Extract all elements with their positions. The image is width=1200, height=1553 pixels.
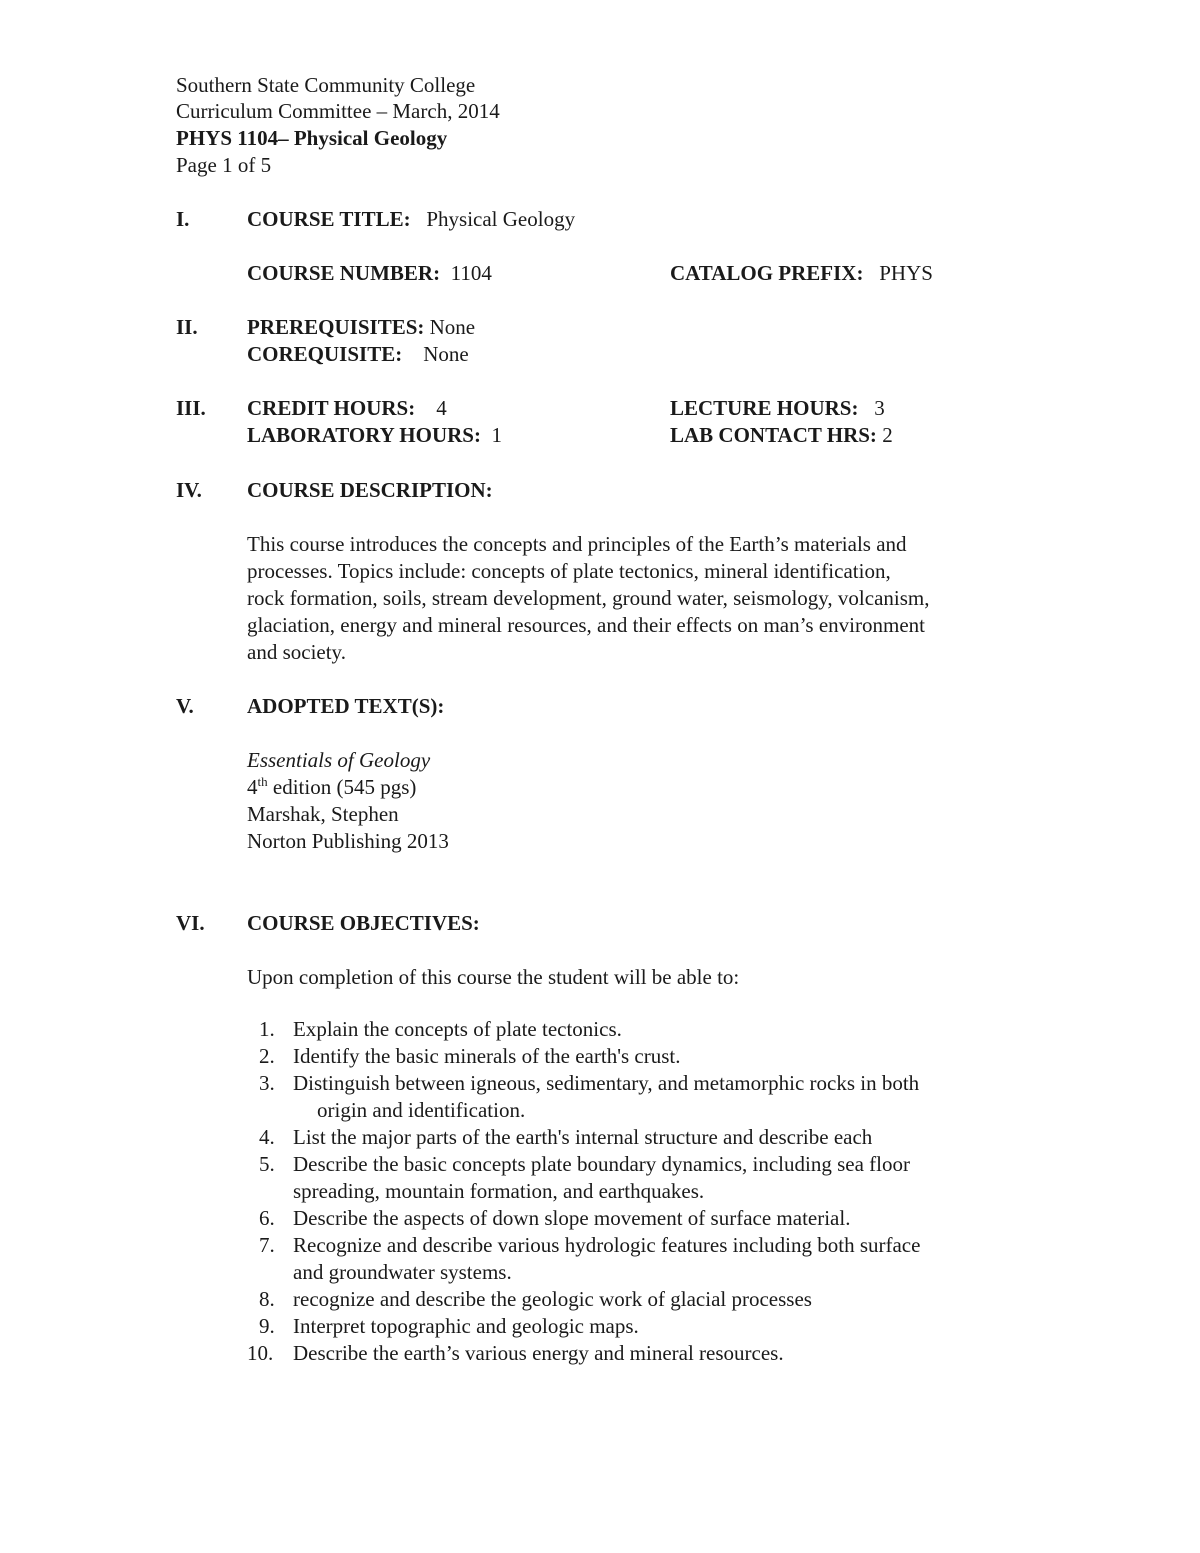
- edition-number: 4: [247, 775, 258, 799]
- lecture-hours-label: LECTURE HOURS:: [670, 396, 859, 420]
- objective-text: Recognize and describe various hydrologic features including both surface: [293, 1233, 921, 1257]
- list-item: [247, 1070, 1037, 1124]
- objectives-list: [247, 1016, 1037, 1367]
- objective-number: 7.: [259, 1233, 275, 1257]
- list-item: [247, 1151, 1037, 1205]
- corequisite-value: None: [423, 342, 469, 366]
- objective-text: List the major parts of the earth's internal structure and describe each: [293, 1125, 873, 1149]
- objective-number: 3.: [259, 1071, 275, 1095]
- textbook-edition: [247, 774, 416, 801]
- section-numeral-4: IV.: [176, 478, 202, 502]
- committee-line: Curriculum Committee – March, 2014: [176, 99, 500, 123]
- credit-hours-row: [247, 395, 447, 422]
- objective-number: 10.: [247, 1341, 274, 1365]
- objective-text: Explain the concepts of plate tectonics.: [293, 1017, 622, 1041]
- objective-text-continued: spreading, mountain formation, and earthquakes.: [293, 1179, 705, 1203]
- objectives-intro: Upon completion of this course the student will be able to:: [247, 965, 740, 989]
- objective-text: Describe the aspects of down slope movement of surface material.: [293, 1206, 851, 1230]
- description-line: This course introduces the concepts and principles of the Earth’s materials and: [247, 532, 907, 556]
- objective-text: recognize and describe the geologic work of glacial processes: [293, 1287, 812, 1311]
- course-description-text: [247, 531, 1017, 666]
- lab-contact-label: LAB CONTACT HRS:: [670, 423, 877, 447]
- lab-contact-value: 2: [882, 423, 893, 447]
- college-name: Southern State Community College: [176, 73, 476, 97]
- course-number-value: 1104: [450, 261, 492, 285]
- course-number-label: COURSE NUMBER:: [247, 261, 441, 285]
- section-numeral-6: VI.: [176, 911, 205, 935]
- course-title-label: COURSE TITLE:: [247, 207, 411, 231]
- course-description-heading: COURSE DESCRIPTION:: [247, 478, 493, 502]
- description-line: rock formation, soils, stream development, ground water, seismology, volcanism,: [247, 586, 930, 610]
- textbook-author: Marshak, Stephen: [247, 802, 399, 826]
- objective-number: 2.: [259, 1044, 275, 1068]
- objective-text: Identify the basic minerals of the earth's crust.: [293, 1044, 681, 1068]
- course-title-row: [247, 206, 575, 233]
- objective-number: 9.: [259, 1314, 275, 1338]
- prerequisites-label: PREREQUISITES:: [247, 315, 425, 339]
- laboratory-hours-row: [247, 422, 502, 449]
- list-item: [247, 1286, 1037, 1313]
- description-line: and society.: [247, 640, 346, 664]
- catalog-prefix-value: PHYS: [879, 261, 933, 285]
- catalog-prefix-label: CATALOG PREFIX:: [670, 261, 864, 285]
- section-numeral-3: III.: [176, 396, 206, 420]
- adopted-texts-heading: ADOPTED TEXT(S):: [247, 694, 445, 718]
- objective-text: Describe the basic concepts plate boundary dynamics, including sea floor: [293, 1152, 910, 1176]
- course-code-title: PHYS 1104– Physical Geology: [176, 126, 448, 150]
- catalog-prefix-row: [670, 260, 933, 287]
- list-item: [247, 1124, 1037, 1151]
- page-indicator: Page 1 of 5: [176, 153, 272, 177]
- objective-number: 5.: [259, 1152, 275, 1176]
- prerequisites-value: None: [429, 315, 476, 339]
- objective-number: 1.: [259, 1017, 275, 1041]
- objective-number: 4.: [259, 1125, 275, 1149]
- laboratory-hours-value: 1: [491, 423, 502, 447]
- list-item: [247, 1205, 1037, 1232]
- description-line: glaciation, energy and mineral resources, and their effects on man’s environment: [247, 613, 925, 637]
- course-objectives-heading: COURSE OBJECTIVES:: [247, 911, 480, 935]
- objective-text: Describe the earth’s various energy and mineral resources.: [293, 1341, 784, 1365]
- section-numeral-1: I.: [176, 207, 190, 231]
- credit-hours-label: CREDIT HOURS:: [247, 396, 416, 420]
- objective-text: Distinguish between igneous, sedimentary, and metamorphic rocks in both: [293, 1071, 920, 1095]
- objective-text-continued: and groundwater systems.: [293, 1260, 512, 1284]
- description-line: processes. Topics include: concepts of plate tectonics, mineral identification,: [247, 559, 891, 583]
- objective-text: Interpret topographic and geologic maps.: [293, 1314, 639, 1338]
- course-number-row: [247, 260, 492, 287]
- lecture-hours-row: [670, 395, 885, 422]
- list-item: [247, 1043, 1037, 1070]
- list-item: [247, 1340, 1037, 1367]
- prerequisites-row: [247, 314, 475, 341]
- course-title-value: Physical Geology: [426, 207, 576, 231]
- objective-text-continued: origin and identification.: [317, 1098, 526, 1122]
- list-item: [247, 1313, 1037, 1340]
- objective-number: 6.: [259, 1206, 275, 1230]
- edition-suffix: th: [257, 774, 268, 789]
- textbook-publisher: Norton Publishing 2013: [247, 829, 449, 853]
- section-numeral-2: II.: [176, 315, 198, 339]
- credit-hours-value: 4: [436, 396, 447, 420]
- corequisite-label: COREQUISITE:: [247, 342, 403, 366]
- objective-number: 8.: [259, 1287, 275, 1311]
- corequisite-row: [247, 341, 469, 368]
- edition-details: edition (545 pgs): [267, 775, 417, 799]
- list-item: [247, 1016, 1037, 1043]
- list-item: [247, 1232, 1037, 1286]
- lab-contact-row: [670, 422, 893, 449]
- lecture-hours-value: 3: [874, 396, 885, 420]
- section-numeral-5: V.: [176, 694, 194, 718]
- laboratory-hours-label: LABORATORY HOURS:: [247, 423, 481, 447]
- textbook-title: Essentials of Geology: [247, 748, 431, 772]
